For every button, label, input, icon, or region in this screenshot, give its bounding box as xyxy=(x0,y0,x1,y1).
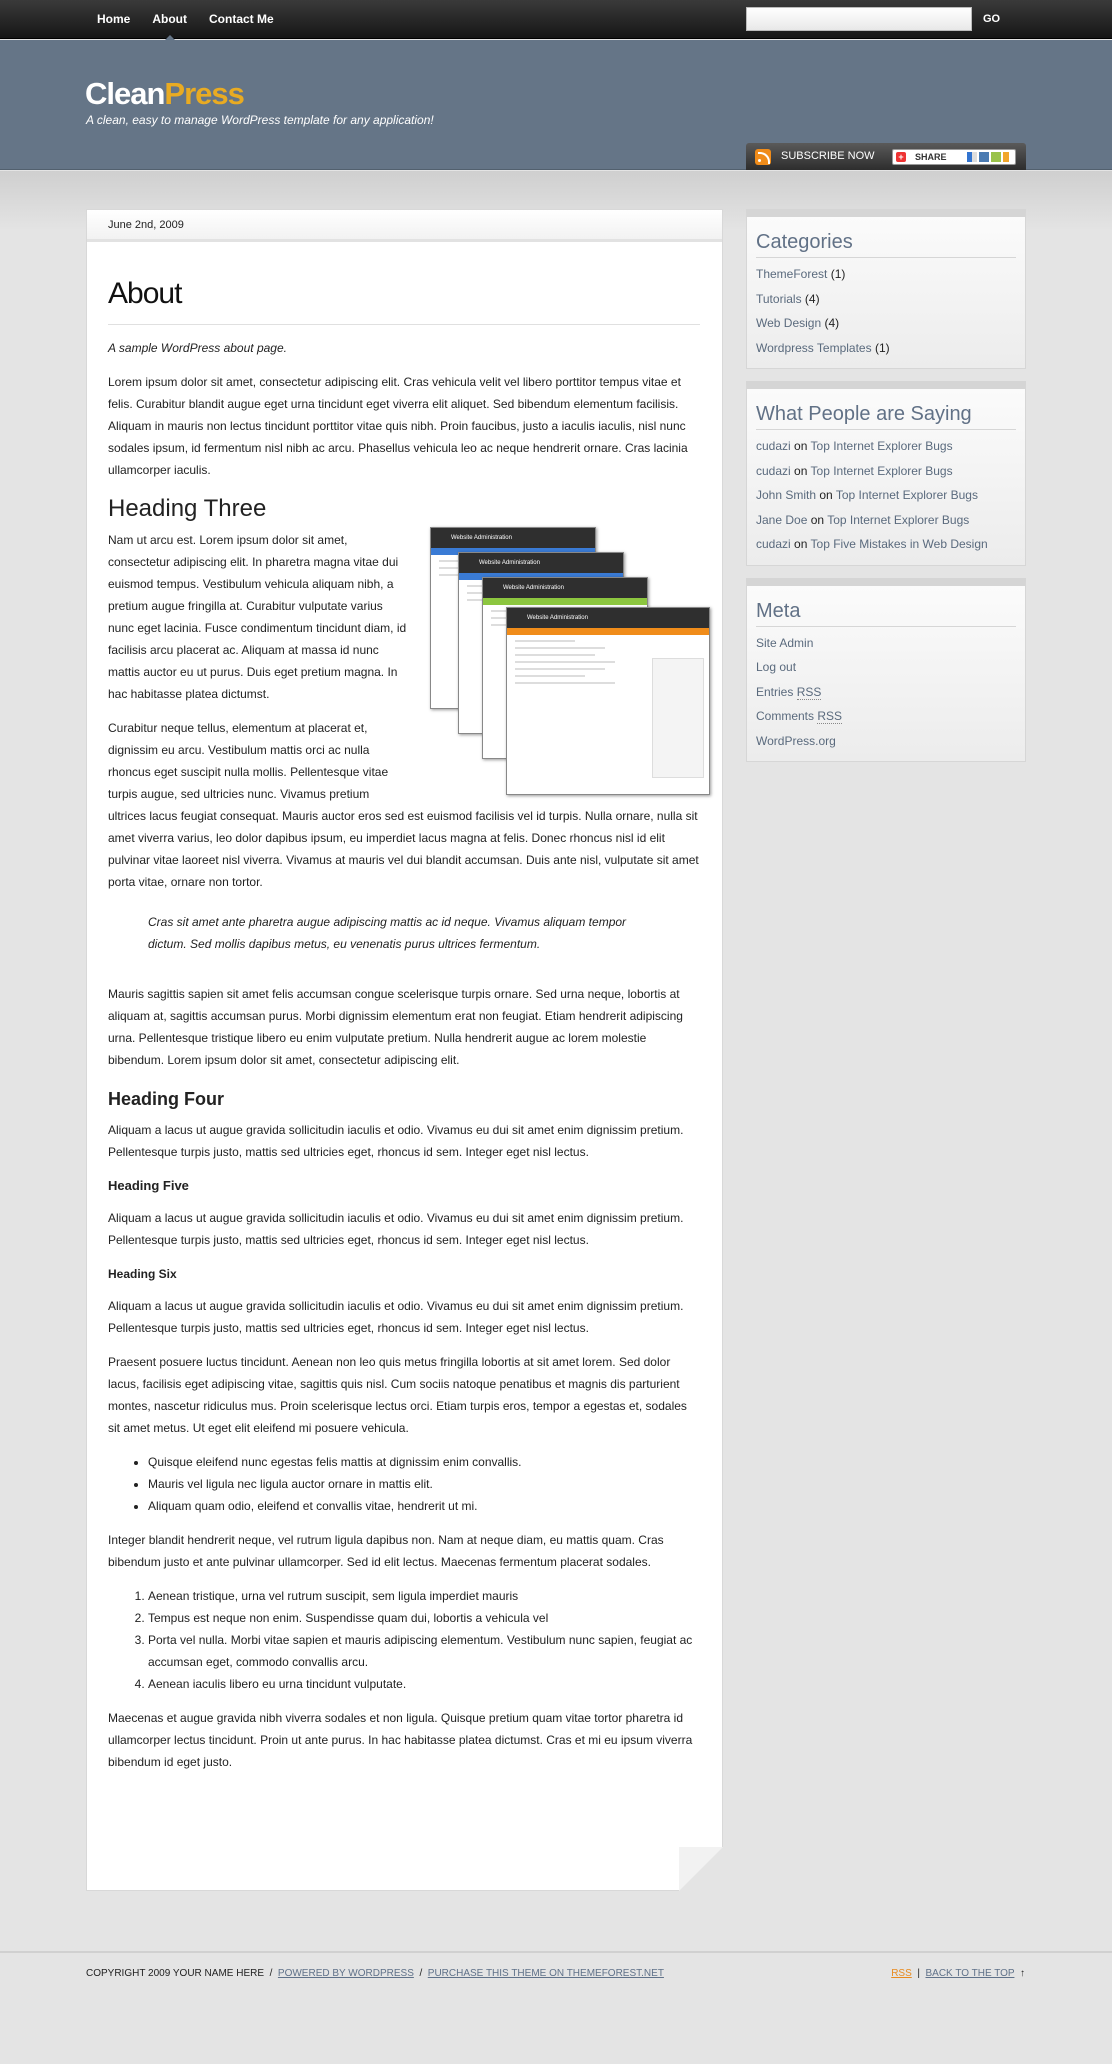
paragraph: Curabitur neque tellus, elementum at placerat et, dignissim eu arcu. Vestibulum mattis orci ac nulla rhoncus eget suscipit nulla mollis. Pellentesque vitae turpis augue, sed ultricies nunc. Vivamus pretium ultrices lacus feugiat consequat. Mauris auctor eros sed est euismod facilisis vel id turpis. Nulla ornare, nulla sit amet viverra varius, leo dolor dapibus ipsum, eu imperdiet lacus magna at felis. Donec rhoncus nisl id elit pulvinar vitae laoreet nisl viverra. Vivamus at mauris vel dui blandit accumsan. Duis ante nisl, vulputate sit amet porta vitae, ornare non tortor. xyxy=(108,721,699,889)
comments-label: Comments xyxy=(756,709,815,723)
list-item: • Aliquam quam odio, eleifend et convallis vitae, hendrerit ut mi. xyxy=(148,1495,700,1517)
category-count: (1) xyxy=(830,267,846,281)
heading-four: Heading Four xyxy=(108,1089,224,1109)
footer-divider: | xyxy=(917,1968,920,1979)
heading-three: Heading Three xyxy=(108,495,267,522)
category-item xyxy=(756,311,1016,336)
heading-five: Heading Five xyxy=(108,1178,189,1193)
page-corner-fold xyxy=(679,1847,723,1891)
admin-screenshot-image xyxy=(430,527,710,795)
paragraph: Integer blandit hendrerit neque, vel rutrum ligula dapibus non. Nam at neque diam, eu mattis quam. Cras bibendum justo et ante pulvinar ullamcorper. Sed id elit lectus. Maecenas fermentum placerat sodales. xyxy=(108,1533,664,1569)
social-icons xyxy=(967,152,1009,162)
footer-right xyxy=(891,1968,1025,1979)
post-intro: A sample WordPress about page. xyxy=(108,341,287,355)
screenshot-title: Website Administration xyxy=(459,553,623,573)
digg-icon xyxy=(979,152,989,162)
widget-title: Categories xyxy=(756,229,1016,258)
delicious-icon xyxy=(967,152,977,162)
meta-list xyxy=(756,631,1016,754)
bullet-list xyxy=(148,1451,700,1517)
sidebar xyxy=(746,209,1026,774)
comments-list xyxy=(756,434,1016,557)
footer-separator: / xyxy=(269,1968,273,1979)
search-go-button[interactable]: GO xyxy=(976,7,1024,31)
meta-widget xyxy=(746,578,1026,763)
logo-text-press: Press xyxy=(164,76,244,111)
recent-comments-widget xyxy=(746,381,1026,566)
blockquote: Cras sit amet ante pharetra augue adipiscing mattis ac id neque. Vivamus aliquam tempor dictum. Sed mollis dapibus metus, eu venenatis purus ultrices fermentum. xyxy=(148,915,627,951)
comments-rss-link[interactable] xyxy=(756,709,842,724)
comment-author[interactable]: cudazi xyxy=(756,463,791,478)
list-item: 2. Tempus est neque non enim. Suspendisse quam dui, lobortis a vehicula vel xyxy=(148,1607,700,1629)
meta-item xyxy=(756,729,1016,754)
category-count: (1) xyxy=(874,340,890,355)
post-article xyxy=(108,270,700,1785)
logo-text-clean: Clean xyxy=(85,76,165,111)
stumble-icon xyxy=(991,152,1001,162)
share-button[interactable] xyxy=(892,149,1016,165)
on-text: on xyxy=(794,439,808,453)
nav-about[interactable]: About xyxy=(141,0,198,39)
category-item xyxy=(756,262,1016,287)
list-item: • Mauris vel ligula nec ligula auctor ornare in mattis elit. xyxy=(148,1473,700,1495)
comment-author[interactable]: cudazi xyxy=(756,537,791,551)
category-link[interactable]: Tutorials xyxy=(756,291,802,306)
more-icon xyxy=(1003,152,1009,162)
powered-by-link[interactable]: POWERED BY WORDPRESS xyxy=(277,1968,414,1979)
list-item: 3. Porta vel nulla. Morbi vitae sapien et mauris adipiscing elementum. Vestibulum nunc sapien, feugiat ac accumsan eget, commodo convallis arcu. xyxy=(148,1629,700,1673)
back-to-top-link[interactable]: BACK TO THE TOP xyxy=(925,1968,1015,1979)
site-footer xyxy=(0,1951,1112,2064)
comment-post-link[interactable]: Top Internet Explorer Bugs xyxy=(827,512,970,527)
comment-author[interactable]: John Smith xyxy=(756,488,817,502)
post-content-box xyxy=(86,209,723,1891)
rss-abbr: RSS xyxy=(796,684,822,699)
heading-six: Heading Six xyxy=(108,1267,177,1281)
paragraph: Aliquam a lacus ut augue gravida sollicitudin iaculis et odio. Vivamus eu dui sit amet enim dignissim pretium. Pellentesque turpis justo, mattis sed ultricies eget, rhoncus id sem. Integer eget nisl lectus. xyxy=(108,1211,684,1247)
list-item: 4. Aenean iaculis libero eu urna tincidunt vulputate. xyxy=(148,1673,700,1695)
main-nav xyxy=(86,0,285,39)
comment-item xyxy=(756,483,1016,508)
subscribe-bar xyxy=(746,143,1026,170)
site-logo[interactable] xyxy=(85,76,244,112)
comment-post-link[interactable]: Top Internet Explorer Bugs xyxy=(835,488,978,502)
site-tagline: A clean, easy to manage WordPress template for any application! xyxy=(86,113,434,127)
rss-abbr: RSS xyxy=(817,709,843,723)
categories-list xyxy=(756,262,1016,360)
entries-rss-link[interactable] xyxy=(756,685,821,700)
category-link[interactable]: Web Design xyxy=(756,316,822,330)
site-header xyxy=(0,40,1112,170)
nav-contact[interactable]: Contact Me xyxy=(209,12,274,26)
on-text: on xyxy=(819,488,833,502)
comment-post-link[interactable]: Top Internet Explorer Bugs xyxy=(810,463,953,478)
comment-post-link[interactable]: Top Five Mistakes in Web Design xyxy=(810,537,988,551)
categories-widget xyxy=(746,209,1026,369)
entries-label: Entries xyxy=(756,684,794,699)
search-input[interactable] xyxy=(746,7,972,31)
screenshot-title: Website Administration xyxy=(431,528,595,548)
widget-title: What People are Saying xyxy=(756,401,1016,430)
meta-item xyxy=(756,631,1016,656)
category-item xyxy=(756,336,1016,361)
paragraph: Praesent posuere luctus tincidunt. Aenean non leo quis metus fringilla lobortis at sit amet lorem. Sed dolor lacus, facilisis eget adipiscing vitae, sagittis quis nisl. Cum sociis natoque penatibus et magnis dis parturient montes, nascetur ridiculus mus. Proin scelerisque lectus orci. Etiam turpis eros, tempor a egestas et, sodales sit amet metus. Ut eget elit eleifend mi posuere vehicula. xyxy=(108,1355,687,1435)
comment-item xyxy=(756,434,1016,459)
site-admin-link[interactable]: Site Admin xyxy=(756,635,814,650)
top-navigation-bar xyxy=(0,0,1112,39)
plus-icon: + xyxy=(896,152,906,162)
on-text: on xyxy=(794,537,808,551)
comment-item xyxy=(756,532,1016,557)
widget-title: Meta xyxy=(756,598,1016,627)
footer-separator: / xyxy=(419,1968,423,1979)
category-link[interactable]: Wordpress Templates xyxy=(756,340,872,355)
comment-author[interactable]: Jane Doe xyxy=(756,512,808,527)
paragraph: Mauris sagittis sapien sit amet felis accumsan congue scelerisque turpis ornare. Sed urna neque, lobortis at aliquam at, sagittis accumsan purus. Morbi dignissim elementum erat non feugiat. Etiam hendrerit adipiscing urna. Pellentesque tristique libero eu enim vulputate pretium. Nulla hendrerit augue ac lorem molestie bibendum. Lorem ipsum dolor sit amet, consectetur adipiscing elit. xyxy=(108,987,683,1067)
post-date: June 2nd, 2009 xyxy=(87,210,722,242)
comment-item xyxy=(756,459,1016,484)
list-item: 1. Aenean tristique, urna vel rutrum suscipit, sem ligula imperdiet mauris xyxy=(148,1585,700,1607)
list-item: • Quisque eleifend nunc egestas felis mattis at dignissim enim convallis. xyxy=(148,1451,700,1473)
page-title: About xyxy=(108,270,700,325)
wordpress-org-link[interactable]: WordPress.org xyxy=(756,733,836,748)
log-out-link[interactable]: Log out xyxy=(756,660,797,674)
footer-left xyxy=(86,1968,664,1979)
category-count: (4) xyxy=(804,291,820,306)
meta-item xyxy=(756,655,1016,680)
screenshot-layer-4 xyxy=(506,607,710,795)
meta-item xyxy=(756,680,1016,705)
on-text: on xyxy=(794,463,808,478)
comment-author[interactable]: cudazi xyxy=(756,439,791,453)
on-text: on xyxy=(810,512,825,527)
paragraph: Nam ut arcu est. Lorem ipsum dolor sit amet, consectetur adipiscing elit. In pharetra magna vitae dui euismod tempus. Vestibulum vehicula aliquam nibh, a pretium augue fringilla at. Curabitur vulputate varius nunc eget lacinia. Fusce condimentum tincidunt diam, id facilisis arcu placerat ac. Aliquam at massa id nunc mattis auctor eu ut purus. Duis eget pretium magna. In hac habitasse platea dictumst. xyxy=(108,533,407,701)
purchase-theme-link[interactable]: PURCHASE THIS THEME ON THEMEFOREST.NET xyxy=(427,1968,664,1979)
numbered-list xyxy=(148,1585,700,1695)
paragraph: Aliquam a lacus ut augue gravida sollicitudin iaculis et odio. Vivamus eu dui sit amet enim dignissim pretium. Pellentesque turpis justo, mattis sed ultricies eget, rhoncus id sem. Integer eget nisl lectus. xyxy=(108,1299,684,1335)
comment-item xyxy=(756,508,1016,533)
paragraph: Aliquam a lacus ut augue gravida sollicitudin iaculis et odio. Vivamus eu dui sit amet enim dignissim pretium. Pellentesque turpis justo, mattis sed ultricies eget, rhoncus id sem. Integer eget nisl lectus. xyxy=(108,1123,684,1159)
paragraph: Maecenas et augue gravida nibh viverra sodales et non ligula. Quisque pretium quam vitae tortor pharetra id ullamcorper lectus tincidunt. Proin ut ante purus. In hac habitasse platea dictumst. Cras et mi eu ipsum viverra bibendum id eget justo. xyxy=(108,1711,693,1769)
footer-rss-link[interactable]: RSS xyxy=(891,1968,912,1979)
rss-icon[interactable] xyxy=(755,149,771,165)
subscribe-link[interactable]: SUBSCRIBE NOW xyxy=(781,150,875,162)
category-link[interactable]: ThemeForest xyxy=(756,267,828,281)
nav-home[interactable]: Home xyxy=(97,12,131,26)
paragraph: Lorem ipsum dolor sit amet, consectetur adipiscing elit. Cras vehicula velit vel libero porttitor tempus vitae et felis. Curabitur blandit augue eget urna tincidunt eget viverra elit aliquet. Sed bibendum elementum facilisis. Aliquam in mauris non lectus tincidunt porttitor vitae quis nibh. Proin faucibus, justo a iaculis iaculis, nisl nunc sodales ipsum, id fermentum nisl nibh ac arcu. Phasellus vehicula leo ac neque hendrerit ornare. Cras lacinia ullamcorper iaculis. xyxy=(108,375,688,477)
comment-post-link[interactable]: Top Internet Explorer Bugs xyxy=(810,439,953,453)
screenshot-title: Website Administration xyxy=(483,578,647,598)
share-label: SHARE xyxy=(915,152,947,162)
copyright-text: COPYRIGHT 2009 YOUR NAME HERE xyxy=(86,1968,265,1979)
category-count: (4) xyxy=(824,316,840,330)
arrow-up-icon: ↑ xyxy=(1020,1968,1025,1979)
meta-item xyxy=(756,704,1016,729)
screenshot-title: Website Administration xyxy=(507,608,709,628)
category-item xyxy=(756,287,1016,312)
